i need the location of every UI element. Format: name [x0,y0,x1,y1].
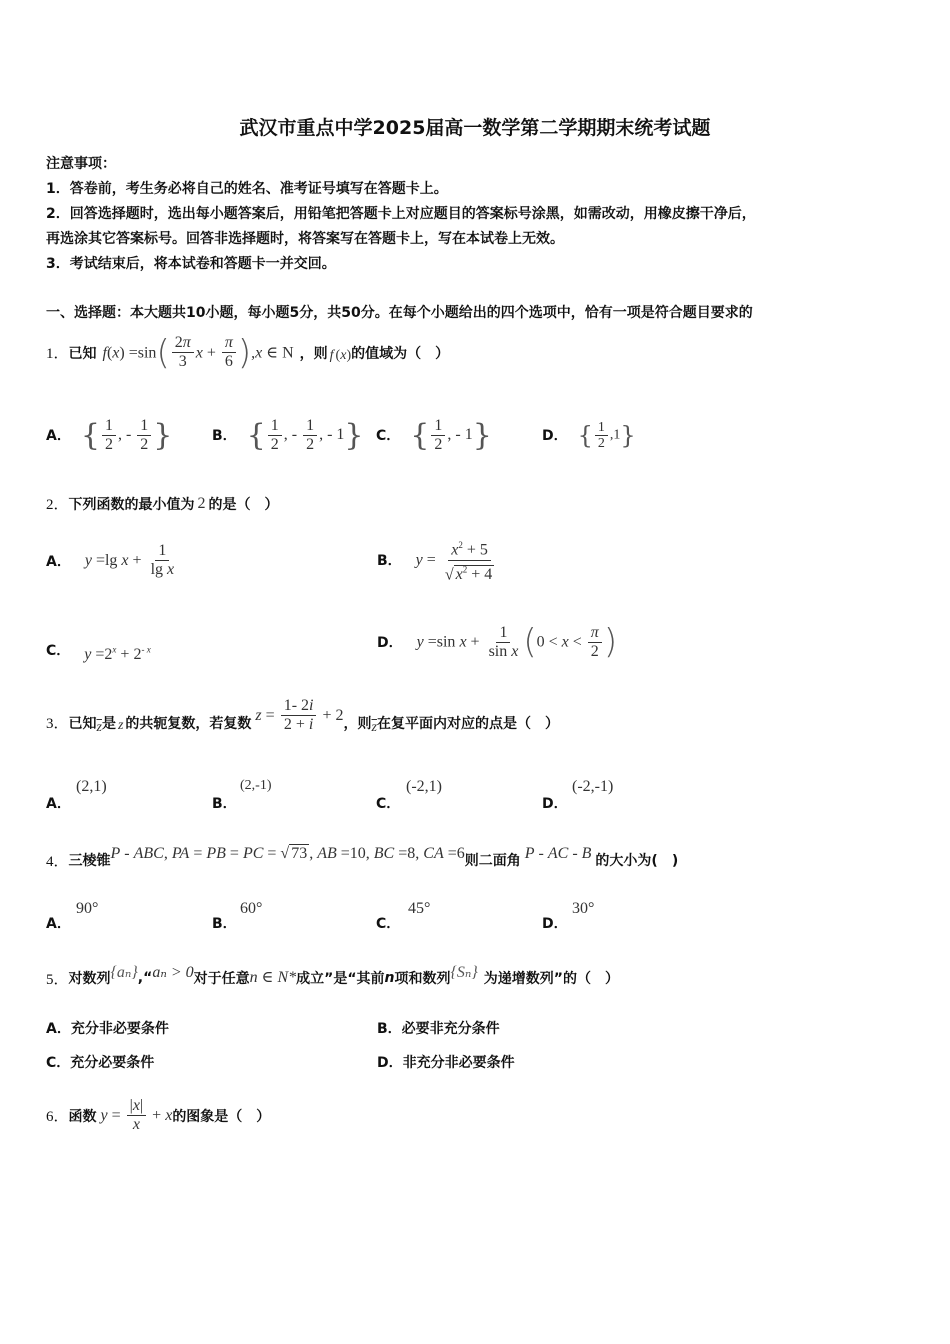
question-3-options: A． (2,1) B． (2,-1) C． (-2,1) D． (-2,-1) [46,778,614,812]
question-text: 为递增数列”的（ ） [483,971,619,987]
math-formula: (-2,-1) [572,778,614,795]
math-formula: $y =2^x + 2^{- x}$ [84,644,151,663]
question-number: 3． [46,716,69,732]
question-text: 三棱锥 [68,853,111,869]
math-formula: P - ABC, PA = PB = PC = √ 73 , AB =10, BC =8, CA =6 [110,845,465,862]
option-a[interactable]: A． y =lg x + $\frac{1}{\text{lg x}}$ [46,533,179,588]
question-1: 1． 已知 f(x) =sin( $\frac{2\pi}{3}$ x + $\frac{\pi}{6}$ ),x ∈ N ，则 f ( x ) 的值域为（ ） [46,332,450,373]
question-text: 的是（ ） [208,496,279,513]
question-text: 的图象是（ ） [172,1108,271,1125]
question-text: 成立”是“其前 [296,971,385,987]
question-5 [46,958,619,998]
question-text: ，则 [299,345,328,362]
math-formula: { $\frac{1}{2}$ , - $\frac{1}{2}$ , - 1} [246,416,364,453]
option-a[interactable]: A． { $\frac{1}{2}$ , - $\frac{1}{2}$ } [46,416,173,453]
question-text: 则二面角 [464,853,521,869]
math-formula: P - AC - B [524,845,592,862]
math-formula: (2,-1) [240,778,272,793]
question-number: 5． [46,971,69,988]
math-formula: {aₙ} [110,964,138,981]
math-formula: y =sin x + $\frac{1}{\text{sin x}}$ (0 < x < $\frac{\pi}{2}$ ) [416,622,618,662]
question-2 [46,493,279,514]
question-text: 的大小为( ) [595,853,679,869]
math-formula: { $\frac{1}{2}$ ,1} [577,419,636,451]
question-text: 已知 [68,715,97,732]
math-formula: y = $\frac{x^2 + 5}{√ x^2 + 4}$ [416,536,500,584]
question-1-options [46,410,926,460]
math-symbol: $\overline{z}$ [371,719,377,735]
question-3 [46,695,559,750]
option-d[interactable]: D．非充分非必要条件 [377,1055,515,1071]
option-b[interactable]: B． y = $\frac{x^2 + 5}{√ x^2 + 4}$ [377,530,499,590]
option-b[interactable]: B． { $\frac{1}{2}$ , - $\frac{1}{2}$ , - 1} [212,416,364,453]
question-text: 已知 [68,345,97,362]
option-b[interactable]: B．必要非充分条件 [377,1021,500,1037]
question-text: 的值域为（ ） [351,345,450,362]
question-number: 2． [46,497,69,513]
math-formula: { $\frac{1}{2}$ , - $\frac{1}{2}$ } [80,416,173,453]
question-4 [46,840,678,880]
notes-heading: 注意事项： [46,156,116,172]
math-formula: { $\frac{1}{2}$ , - 1} [410,416,492,453]
math-formula: y =lg x + $\frac{1}{\text{lg x}}$ [84,542,175,578]
question-text: 函数 [68,1108,97,1125]
option-d[interactable]: D． { $\frac{1}{2}$ ,1} [542,419,636,451]
question-text: n [384,970,395,986]
math-formula: n ∈ N* [249,969,297,986]
math-formula: (2,1) [76,778,107,795]
question-text: 是 [101,715,116,732]
math-symbol: z [117,717,124,733]
question-number: 6． [46,1109,69,1125]
question-6 [46,1088,270,1143]
notes-line-1: 1．答卷前，考生务必将自己的姓名、准考证号填写在答题卡上。 [46,181,448,197]
question-text: ，则 [343,715,372,732]
question-text: 在复平面内对应的点是（ ） [376,715,559,732]
math-formula: (-2,1) [406,778,442,795]
notes-line-2a: 2．回答选择题时，选出每小题答案后，用铅笔把答题卡上对应题目的答案标号涂黑，如需改动，用橡皮擦干净后， [46,206,756,222]
notes-line-3: 3．考试结束后，将本试卷和答题卡一并交回。 [46,256,336,272]
notes-line-2b: 再选涂其它答案标号。回答非选择题时，将答案写在答题卡上，写在本试卷上无效。 [46,231,564,247]
option-c[interactable]: C． { $\frac{1}{2}$ , - 1} [376,416,492,453]
math-formula: f(x) =sin( $\frac{2\pi}{3}$ x + $\frac{\pi}{6}$ ),x ∈ N [102,332,294,373]
math-formula: aₙ > 0 [152,964,194,981]
math-formula: y = $\frac{|x|}{x}$ + x [100,1097,173,1133]
math-formula: z = $\frac{1- 2i}{2 + i}$ + 2 [255,697,344,733]
question-text: 对数列 [68,971,111,987]
option-d[interactable]: D． y =sin x + $\frac{1}{\text{sin x}}$ (0 < x < $\frac{\pi}{2}$ ) [377,622,618,662]
math-value: 2 [197,494,206,512]
question-number: 1． [46,346,69,362]
math-formula: 90° [76,900,99,917]
question-text: 的共轭复数，若复数 [125,715,252,732]
section-heading: 一、选择题：本大题共10小题，每小题5分，共50分。在每个小题给出的四个选项中，恰有一项是符合题目要求的 [46,305,753,321]
question-number: 4． [46,853,69,870]
math-formula: {Sₙ} [450,964,478,981]
question-text: ,“ [137,970,153,986]
question-4-options: A． 90° B． 60° C． 45° D． 30° [46,900,595,932]
option-c[interactable]: C． $y =2^x + 2^{- x}$ [46,642,151,663]
question-text: 对于任意 [193,971,250,987]
question-text: 项和数列 [394,971,451,987]
math-formula: 30° [572,900,595,917]
math-formula: 60° [240,900,263,917]
question-text: 下列函数的最小值为 [68,496,195,513]
page-title: 武汉市重点中学2025届高一数学第二学期期末统考试题 [239,117,711,139]
math-symbol: $\overline{z}$ [96,719,102,735]
option-c[interactable]: C．充分必要条件 [46,1055,155,1071]
math-formula: 45° [408,900,431,917]
option-a[interactable]: A．充分非必要条件 [46,1021,169,1037]
